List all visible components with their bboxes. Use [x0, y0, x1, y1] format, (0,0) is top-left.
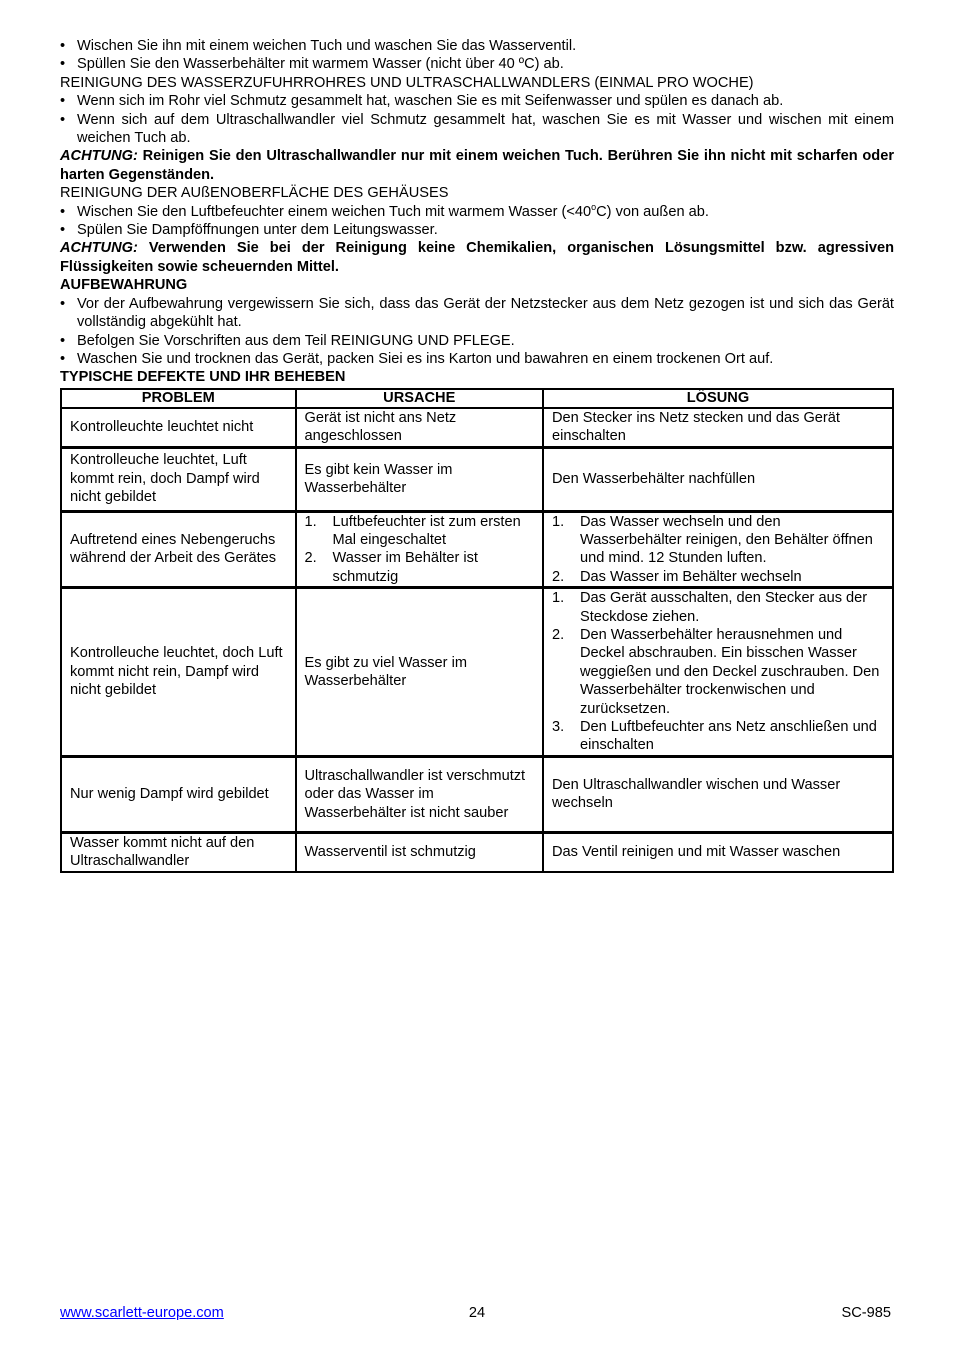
problem-cell: Wasser kommt nicht auf den Ultraschallwandler: [61, 832, 296, 871]
list-item: [552, 568, 884, 586]
storage-bullets: [60, 295, 894, 369]
model-number: SC-985: [841, 1305, 891, 1321]
intro-bullets: [60, 37, 894, 74]
section-heading: REINIGUNG DER AUßENOBERFLÄCHE DES GEHÄUSES: [60, 185, 449, 202]
cause-cell: Es gibt zu viel Wasser im Wasserbehälter: [296, 588, 543, 757]
cause-cell: Ultraschallwandler ist verschmutzt oder das Wasser im Wasserbehälter ist nicht sauber: [296, 756, 543, 832]
problem-cell: Kontrolleuche leuchtet, Luft kommt rein, doch Dampf wird nicht gebildet: [61, 447, 296, 511]
list-text: Das Wasser wechseln und den Wasserbehälter reinigen, den Behälter öffnen und mind. 12 Stunden luften.: [579, 513, 873, 567]
list-item: [305, 513, 534, 550]
cause-list: [305, 513, 534, 587]
list-item: • Wenn sich auf dem Ultraschallwandler viel Schmutz gesammelt hat, waschen Sie es mit Wasser und wischen mit einem weichen Tuch ab.: [60, 111, 894, 148]
list-item: [552, 513, 884, 568]
table-row: [61, 588, 893, 757]
list-text: Das Wasser im Behälter wechseln: [579, 568, 802, 585]
table-row: [61, 511, 893, 588]
document-body: [60, 37, 894, 873]
cause-cell: Gerät ist nicht ans Netz angeschlossen: [296, 408, 543, 447]
degree-sup: o: [591, 201, 597, 212]
cause-cell: Wasserventil ist schmutzig: [296, 832, 543, 871]
list-item: [552, 718, 884, 755]
list-item: • Spüllen Sie den Wasserbehälter mit warmem Wasser (nicht über 40 ºC) ab.: [60, 55, 894, 73]
cause-cell: Es gibt kein Wasser im Wasserbehälter: [296, 447, 543, 511]
warning-note: [60, 239, 894, 276]
solution-cell: [543, 511, 893, 588]
list-item: • Wenn sich im Rohr viel Schmutz gesammelt hat, waschen Sie es mit Seifenwasser und spülen es danach ab.: [60, 92, 894, 110]
solution-list: [552, 589, 884, 755]
solution-cell: [543, 588, 893, 757]
table-row: [61, 832, 893, 871]
column-header: PROBLEM: [61, 389, 296, 408]
list-number: 1.: [304, 513, 317, 530]
warning-text: Reinigen Sie den Ultraschallwandler nur mit einem weichen Tuch. Berühren Sie ihn nicht mit scharfen oder harten Gegenständen.: [60, 148, 894, 183]
list-number: 2.: [304, 550, 317, 567]
website-link[interactable]: www.scarlett-europe.com: [60, 1305, 224, 1321]
cause-cell: [296, 511, 543, 588]
text: C) von außen ab.: [596, 203, 709, 220]
list-item: [305, 549, 534, 586]
solution-cell: Den Ultraschallwandler wischen und Wasser wechseln: [543, 756, 893, 832]
list-number: 1.: [551, 590, 565, 607]
table-row: [61, 408, 893, 447]
list-item: • Spülen Sie Dampföffnungen unter dem Leitungswasser.: [60, 221, 894, 239]
problem-cell: Nur wenig Dampf wird gebildet: [61, 756, 296, 832]
list-number: 3.: [551, 719, 565, 735]
list-number: 1.: [551, 513, 565, 530]
column-header: URSACHE: [296, 389, 543, 408]
list-text: Wasser im Behälter ist schmutzig: [332, 550, 478, 585]
list-number: 2.: [551, 626, 565, 643]
table-row: [61, 756, 893, 832]
list-text: Den Luftbefeuchter ans Netz anschließen und einschalten: [579, 719, 877, 754]
table-header-row: [61, 389, 893, 408]
list-item: [60, 203, 894, 221]
solution-cell: Das Ventil reinigen und mit Wasser waschen: [543, 832, 893, 871]
warning-text: Verwenden Sie bei der Reinigung keine Chemikalien, organischen Lösungsmittel bzw. agressiven Flüssigkeiten sowie scheuernden Mittel.: [60, 240, 894, 275]
section-heading: TYPISCHE DEFEKTE UND IHR BEHEBEN: [60, 369, 346, 386]
housing-bullets: [60, 203, 894, 240]
problem-cell: Kontrolleuchte leuchtet nicht: [61, 408, 296, 447]
solution-cell: Den Wasserbehälter nachfüllen: [543, 447, 893, 511]
warning-label: ACHTUNG:: [60, 240, 138, 257]
section-heading: AUFBEWAHRUNG: [60, 277, 188, 294]
pipe-bullets: [60, 92, 894, 147]
warning-note: [60, 147, 894, 184]
problem-cell: Kontrolleuche leuchtet, doch Luft kommt nicht rein, Dampf wird nicht gebildet: [61, 588, 296, 757]
section-heading: REINIGUNG DES WASSERZUFUHRROHRES UND ULTRASCHALLWANDLERS (EINMAL PRO WOCHE): [60, 74, 754, 91]
list-text: Das Gerät ausschalten, den Stecker aus der Steckdose ziehen.: [579, 590, 868, 625]
list-text: Luftbefeuchter ist zum ersten Mal eingeschaltet: [332, 513, 521, 548]
list-text: Den Wasserbehälter herausnehmen und Deckel abschrauben. Ein bisschen Wasser weggießen und den Deckel zuschrauben. Den Wasserbehälter trockenwischen und zurücksetzen.: [579, 626, 880, 717]
warning-label: ACHTUNG:: [60, 148, 138, 165]
list-number: 2.: [551, 568, 565, 585]
page-number: 24: [468, 1305, 486, 1321]
table-row: [61, 447, 893, 511]
list-item: [552, 589, 884, 626]
text: Wischen Sie den Luftbefeuchter einem weichen Tuch mit warmem Wasser (<40: [77, 203, 592, 220]
column-header: LÖSUNG: [543, 389, 893, 408]
page-footer: [60, 1304, 894, 1324]
problem-cell: Auftretend eines Nebengeruchs während der Arbeit des Gerätes: [61, 511, 296, 588]
solution-list: [552, 513, 884, 587]
list-item: • Wischen Sie ihn mit einem weichen Tuch und waschen Sie das Wasserventil.: [60, 37, 894, 55]
list-item: • Vor der Aufbewahrung vergewissern Sie sich, dass das Gerät der Netzstecker aus dem Netz gezogen ist und sich das Gerät vollständig abgekühlt hat.: [60, 295, 894, 332]
solution-cell: Den Stecker ins Netz stecken und das Gerät einschalten: [543, 408, 893, 447]
troubleshooting-table: [60, 388, 894, 873]
list-item: • Befolgen Sie Vorschriften aus dem Teil REINIGUNG UND PFLEGE.: [60, 332, 894, 350]
list-item: • Waschen Sie und trocknen das Gerät, packen Siei es ins Karton und bawahren en einem trockenen Ort auf.: [60, 350, 894, 368]
list-item: [552, 626, 884, 718]
